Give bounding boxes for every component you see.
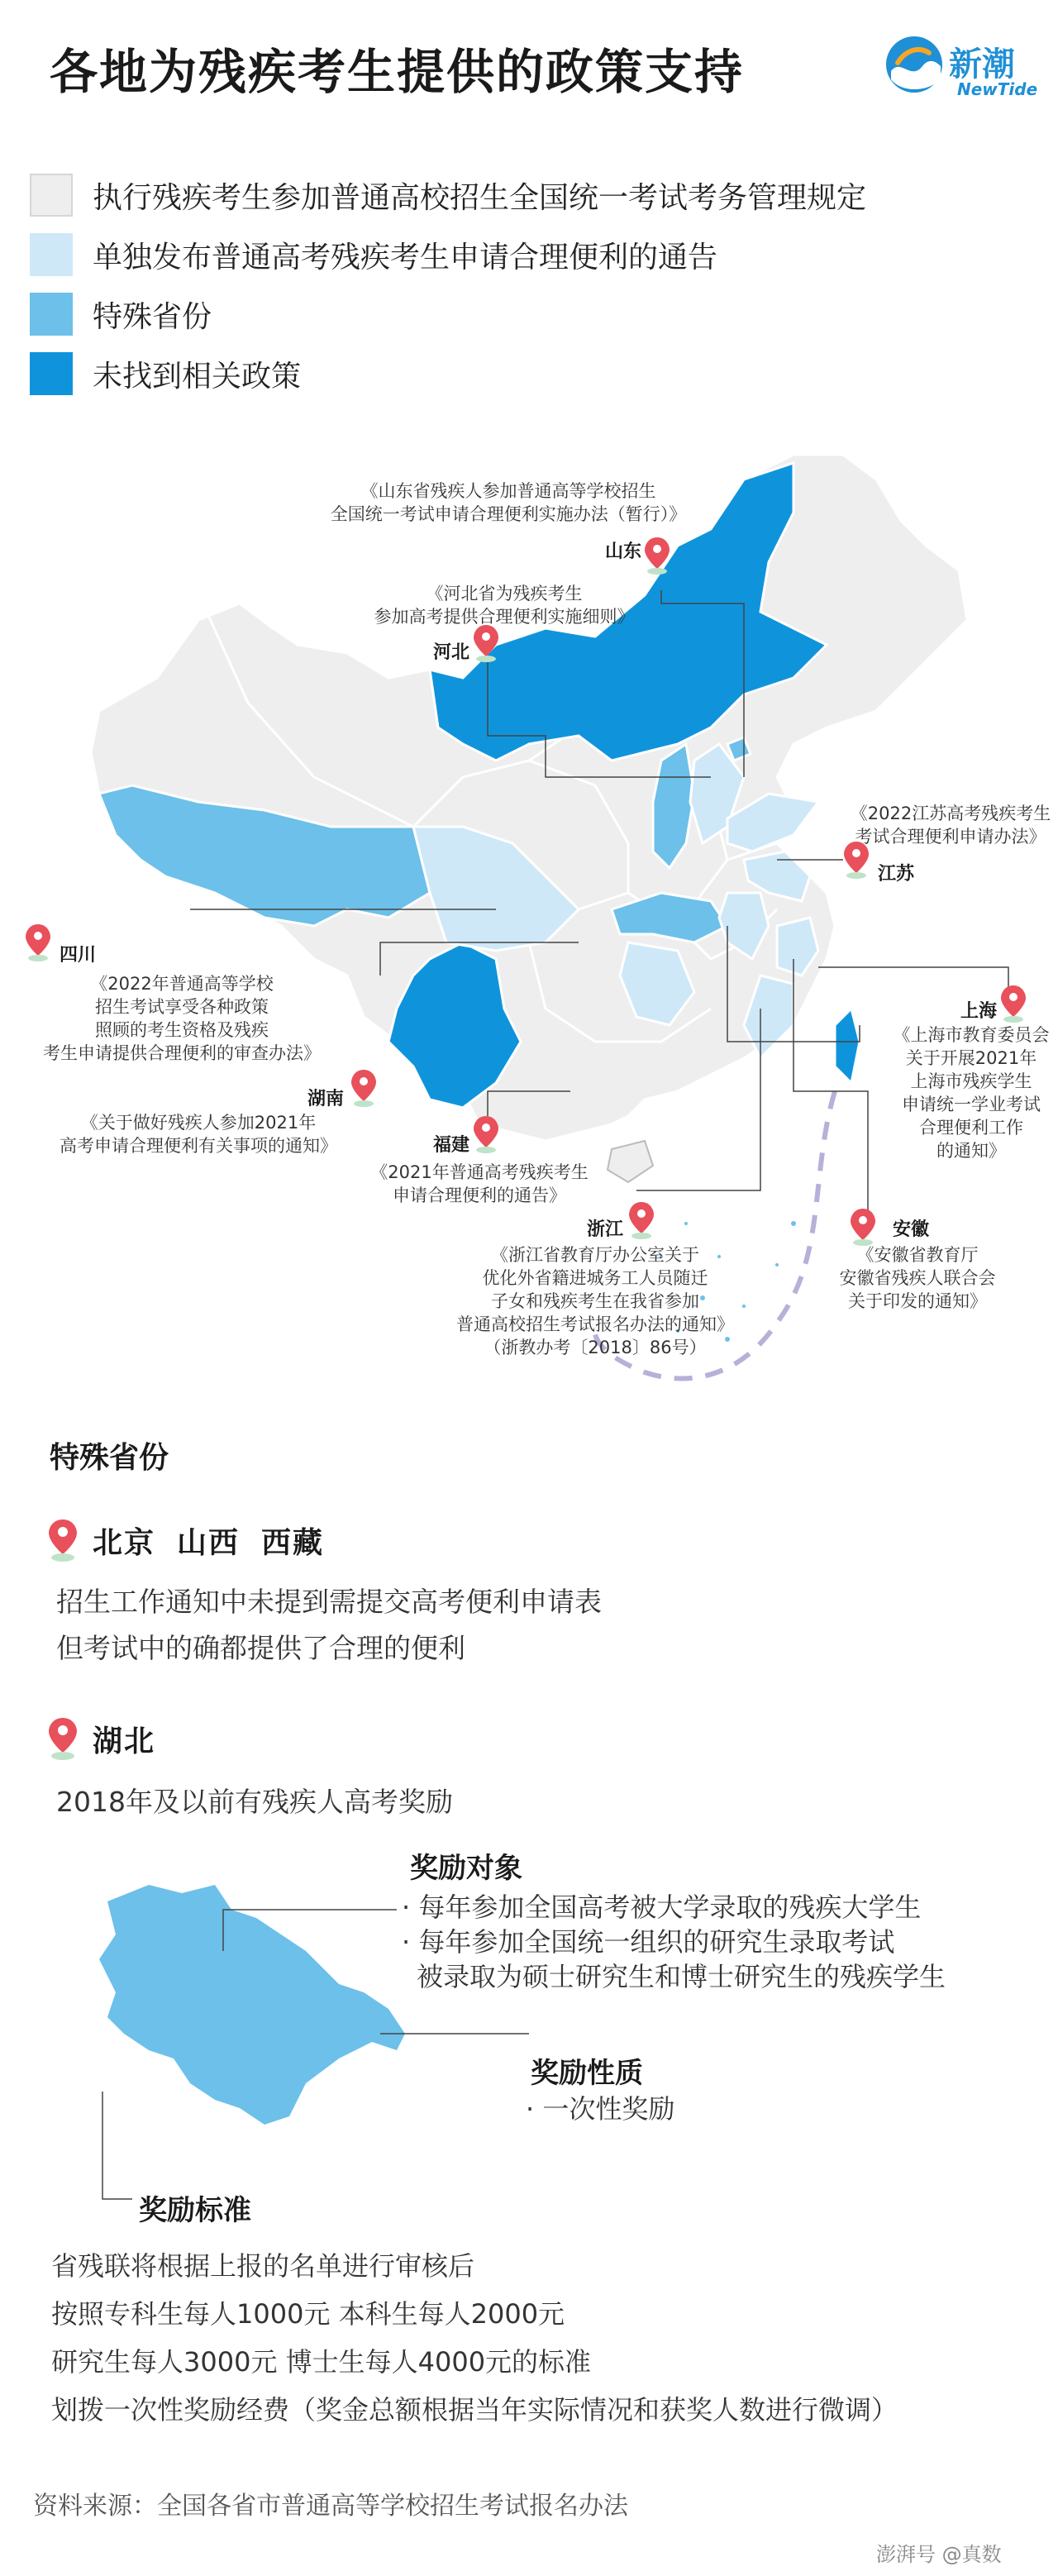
reward-standard-title: 奖励标准: [139, 2194, 251, 2227]
legend-label: 执行残疾考生参加普通高校招生全国统一考试考务管理规定: [93, 180, 867, 215]
province-label-fujian: 福建: [433, 1135, 470, 1156]
legend-item: [30, 225, 866, 284]
special-heading: 特殊省份: [50, 1441, 169, 1475]
province-label-sichuan: 四川: [60, 945, 97, 966]
logo-sub: NewTide: [957, 79, 1038, 99]
map-pin-icon: [46, 1716, 79, 1761]
province-label-jiangsu: 江苏: [878, 864, 915, 885]
annotation-shandong: 《山东省残疾人参加普通高等学校招生 全国统一考试申请合理便利实施办法（暂行）》: [330, 481, 687, 524]
province-label-zhejiang: 浙江: [587, 1219, 624, 1240]
legend-swatch-light-blue: [30, 233, 73, 276]
annotation-sichuan: 《2022年普通高等学校 招生考试享受各种政策 照顾的考生资格及残疾 考生申请提供合理便利的审查办法》: [43, 974, 321, 1063]
reward-target-title: 奖励对象: [410, 1852, 522, 1885]
pin-fujian: [474, 1116, 498, 1153]
legend: [30, 165, 866, 403]
region-taiwan: [835, 1009, 860, 1083]
reward-standard-text: 省残联将根据上报的名单进行审核后 按照专科生每人1000元 本科生每人2000元 研究生每人3000元 博士生每人4000元的标准 划拨一次性奖励经费（奖金总额根据当年实际情况和获奖人数进行微调）: [51, 2250, 898, 2426]
annotation-shanghai: 《上海市教育委员会 关于开展2021年 上海市残疾学生 申请统一学业考试 合理便利工作 的通知》: [893, 1025, 1050, 1161]
group2-header: [46, 1716, 155, 1761]
legend-swatch-gray: [30, 174, 73, 217]
legend-swatch-dark-blue: [30, 352, 73, 395]
pin-sichuan: [26, 924, 50, 961]
annotation-hunan: 《关于做好残疾人参加2021年 高考申请合理便利有关事项的通知》: [60, 1113, 337, 1156]
wave-logo-icon: [883, 33, 946, 96]
newtide-logo: [883, 33, 1048, 107]
source-note: 资料来源：全国各省市普通高等学校招生考试报名办法: [33, 2492, 628, 2521]
watermark: 澎湃号 @真数: [876, 2543, 1002, 2566]
page-title: 各地为残疾考生提供的政策支持: [50, 44, 745, 100]
annotation-zhejiang: 《浙江省教育厅办公室关于 优化外省籍进城务工人员随迁 子女和残疾考生在我省参加 普通高校招生考试报名办法的通知》 （浙教办考〔2018〕86号）: [456, 1245, 734, 1357]
group1-label-beijing: 北京: [93, 1525, 156, 1560]
legend-label: 特殊省份: [93, 299, 212, 334]
group1-label-tibet: 西藏: [261, 1525, 325, 1560]
legend-swatch-mid-blue: [30, 293, 73, 336]
legend-label: 单独发布普通高考残疾考生申请合理便利的通告: [93, 240, 718, 274]
map-pin-icon: [46, 1518, 79, 1562]
pin-shanghai: [1001, 985, 1026, 1023]
reward-target-list: · 每年参加全国高考被大学录取的残疾大学生 · 每年参加全国统一组织的研究生录取考试 被录取为硕士研究生和博士研究生的残疾学生: [402, 1891, 946, 1992]
legend-label: 未找到相关政策: [93, 359, 302, 394]
pin-zhejiang: [629, 1202, 654, 1239]
group1-text: 招生工作通知中未提到需提交高考便利申请表 但考试中的确都提供了合理的便利: [56, 1586, 602, 1664]
group1-header: [46, 1518, 324, 1562]
annotation-anhui: 《安徽省教育厅 安徽省残疾人联合会 关于印发的通知》: [839, 1245, 996, 1311]
province-label-shandong: 山东: [605, 541, 642, 562]
reward-nature-item: · 一次性奖励: [526, 2093, 675, 2125]
province-label-anhui: 安徽: [893, 1219, 930, 1240]
group2-label: 湖北: [93, 1724, 156, 1758]
group1-label-shanxi: 山西: [177, 1525, 241, 1560]
annotation-hebei: 《河北省为残疾考生 参加高考提供合理便利实施细则》: [374, 584, 635, 627]
province-label-hebei: 河北: [433, 642, 470, 663]
pin-hunan: [351, 1070, 376, 1107]
annotation-jiangsu: 《2022江苏高考残疾考生 考试合理便利申请办法》: [850, 804, 1051, 847]
annotation-fujian: 《2021年普通高考残疾考生 申请合理便利的通告》: [370, 1162, 589, 1205]
legend-item: [30, 344, 866, 403]
legend-item: [30, 284, 866, 344]
group2-text: 2018年及以前有残疾人高考奖励: [56, 1786, 453, 1818]
province-label-hunan: 湖南: [307, 1089, 345, 1109]
reward-nature-title: 奖励性质: [531, 2057, 643, 2090]
pin-anhui: [851, 1209, 875, 1246]
province-label-shanghai: 上海: [960, 1001, 998, 1022]
logo-name: 新潮: [949, 45, 1015, 83]
legend-item: [30, 165, 866, 225]
